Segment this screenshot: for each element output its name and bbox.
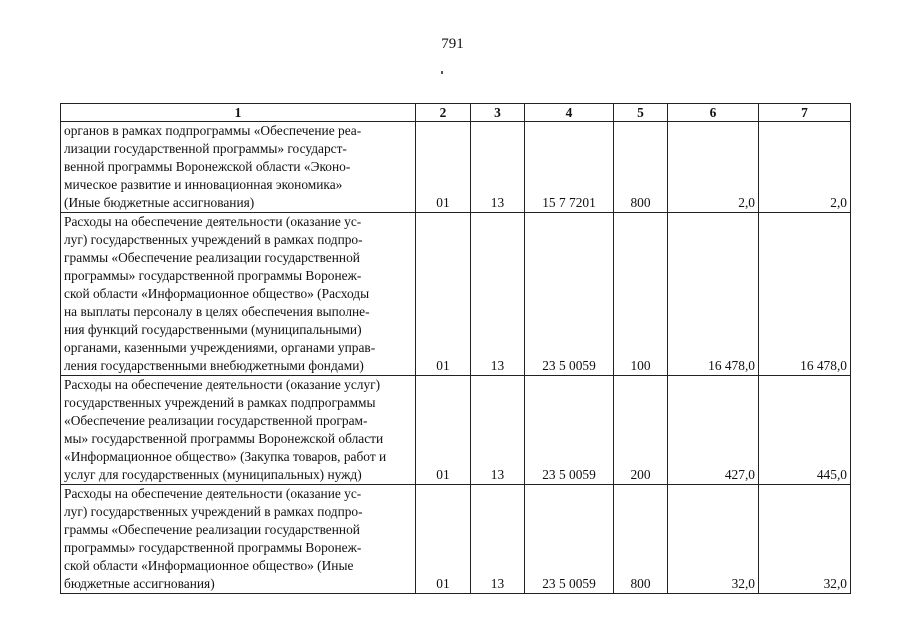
table-row [61, 376, 851, 485]
budget-table [60, 103, 851, 594]
header-col-7: 7 [759, 104, 851, 122]
row-expense-type: 200 [614, 376, 668, 485]
description-line: лизации государственной программы» государст- [64, 141, 347, 156]
description-line: программы» государственной программы Воронеж- [64, 268, 362, 283]
table-body [61, 104, 851, 594]
row-expense-type: 800 [614, 485, 668, 594]
row-expense-type: 800 [614, 122, 668, 213]
description-line: ской области «Информационное общество» (Иные [64, 558, 354, 573]
description-line: органами, казенными учреждениями, органами управ- [64, 340, 376, 355]
description-line: граммы «Обеспечение реализации государственной [64, 522, 360, 537]
row-amount-year-2: 16 478,0 [759, 213, 851, 376]
description-line: Расходы на обеспечение деятельности (оказание услуг) [64, 377, 381, 392]
header-col-3: 3 [471, 104, 525, 122]
description-line: мы» государственной программы Воронежской области [64, 431, 384, 446]
row-subsection-code: 13 [471, 376, 525, 485]
header-col-4: 4 [525, 104, 614, 122]
row-subsection-code: 13 [471, 485, 525, 594]
description-line: мическое развитие и инновационная экономика» [64, 177, 343, 192]
header-col-1: 1 [61, 104, 416, 122]
row-amount-year-1: 32,0 [668, 485, 759, 594]
row-target-article: 23 5 0059 [525, 485, 614, 594]
row-subsection-code: 13 [471, 213, 525, 376]
row-amount-year-2: 445,0 [759, 376, 851, 485]
row-description [61, 122, 416, 213]
description-line: на выплаты персоналу в целях обеспечения выполне- [64, 304, 370, 319]
row-expense-type: 100 [614, 213, 668, 376]
description-line: органов в рамках подпрограммы «Обеспечение реа- [64, 123, 362, 138]
header-col-6: 6 [668, 104, 759, 122]
scan-speck [441, 71, 443, 74]
row-amount-year-1: 16 478,0 [668, 213, 759, 376]
description-line: «Информационное общество» (Закупка товаров, работ и [64, 449, 387, 464]
row-target-article: 23 5 0059 [525, 376, 614, 485]
page-number: 791 [441, 36, 464, 52]
description-line: государственных учреждений в рамках подпрограммы [64, 395, 376, 410]
header-col-5: 5 [614, 104, 668, 122]
description-line: услуг для государственных (муниципальных) нужд) [64, 467, 362, 482]
description-line: (Иные бюджетные ассигнования) [64, 195, 255, 210]
row-target-article: 23 5 0059 [525, 213, 614, 376]
row-section-code: 01 [416, 122, 471, 213]
row-amount-year-2: 2,0 [759, 122, 851, 213]
row-section-code: 01 [416, 485, 471, 594]
description-line: ления государственными внебюджетными фондами) [64, 358, 364, 373]
table-row [61, 485, 851, 594]
description-line: венной программы Воронежской области «Эконо- [64, 159, 351, 174]
table-header-row [61, 104, 851, 122]
row-amount-year-1: 2,0 [668, 122, 759, 213]
row-section-code: 01 [416, 213, 471, 376]
description-line: граммы «Обеспечение реализации государственной [64, 250, 360, 265]
header-col-2: 2 [416, 104, 471, 122]
description-line: Расходы на обеспечение деятельности (оказание ус- [64, 214, 362, 229]
description-line: ния функций государственными (муниципальными) [64, 322, 362, 337]
row-amount-year-2: 32,0 [759, 485, 851, 594]
table-row [61, 213, 851, 376]
description-line: ской области «Информационное общество» (Расходы [64, 286, 370, 301]
table-row [61, 122, 851, 213]
description-line: Расходы на обеспечение деятельности (оказание ус- [64, 486, 362, 501]
row-description [61, 376, 416, 485]
description-line: бюджетные ассигнования) [64, 576, 215, 591]
row-subsection-code: 13 [471, 122, 525, 213]
row-section-code: 01 [416, 376, 471, 485]
description-line: программы» государственной программы Воронеж- [64, 540, 362, 555]
row-description [61, 485, 416, 594]
description-line: луг) государственных учреждений в рамках подпро- [64, 232, 363, 247]
row-amount-year-1: 427,0 [668, 376, 759, 485]
description-line: луг) государственных учреждений в рамках подпро- [64, 504, 363, 519]
row-description [61, 213, 416, 376]
description-line: «Обеспечение реализации государственной програм- [64, 413, 368, 428]
row-target-article: 15 7 7201 [525, 122, 614, 213]
